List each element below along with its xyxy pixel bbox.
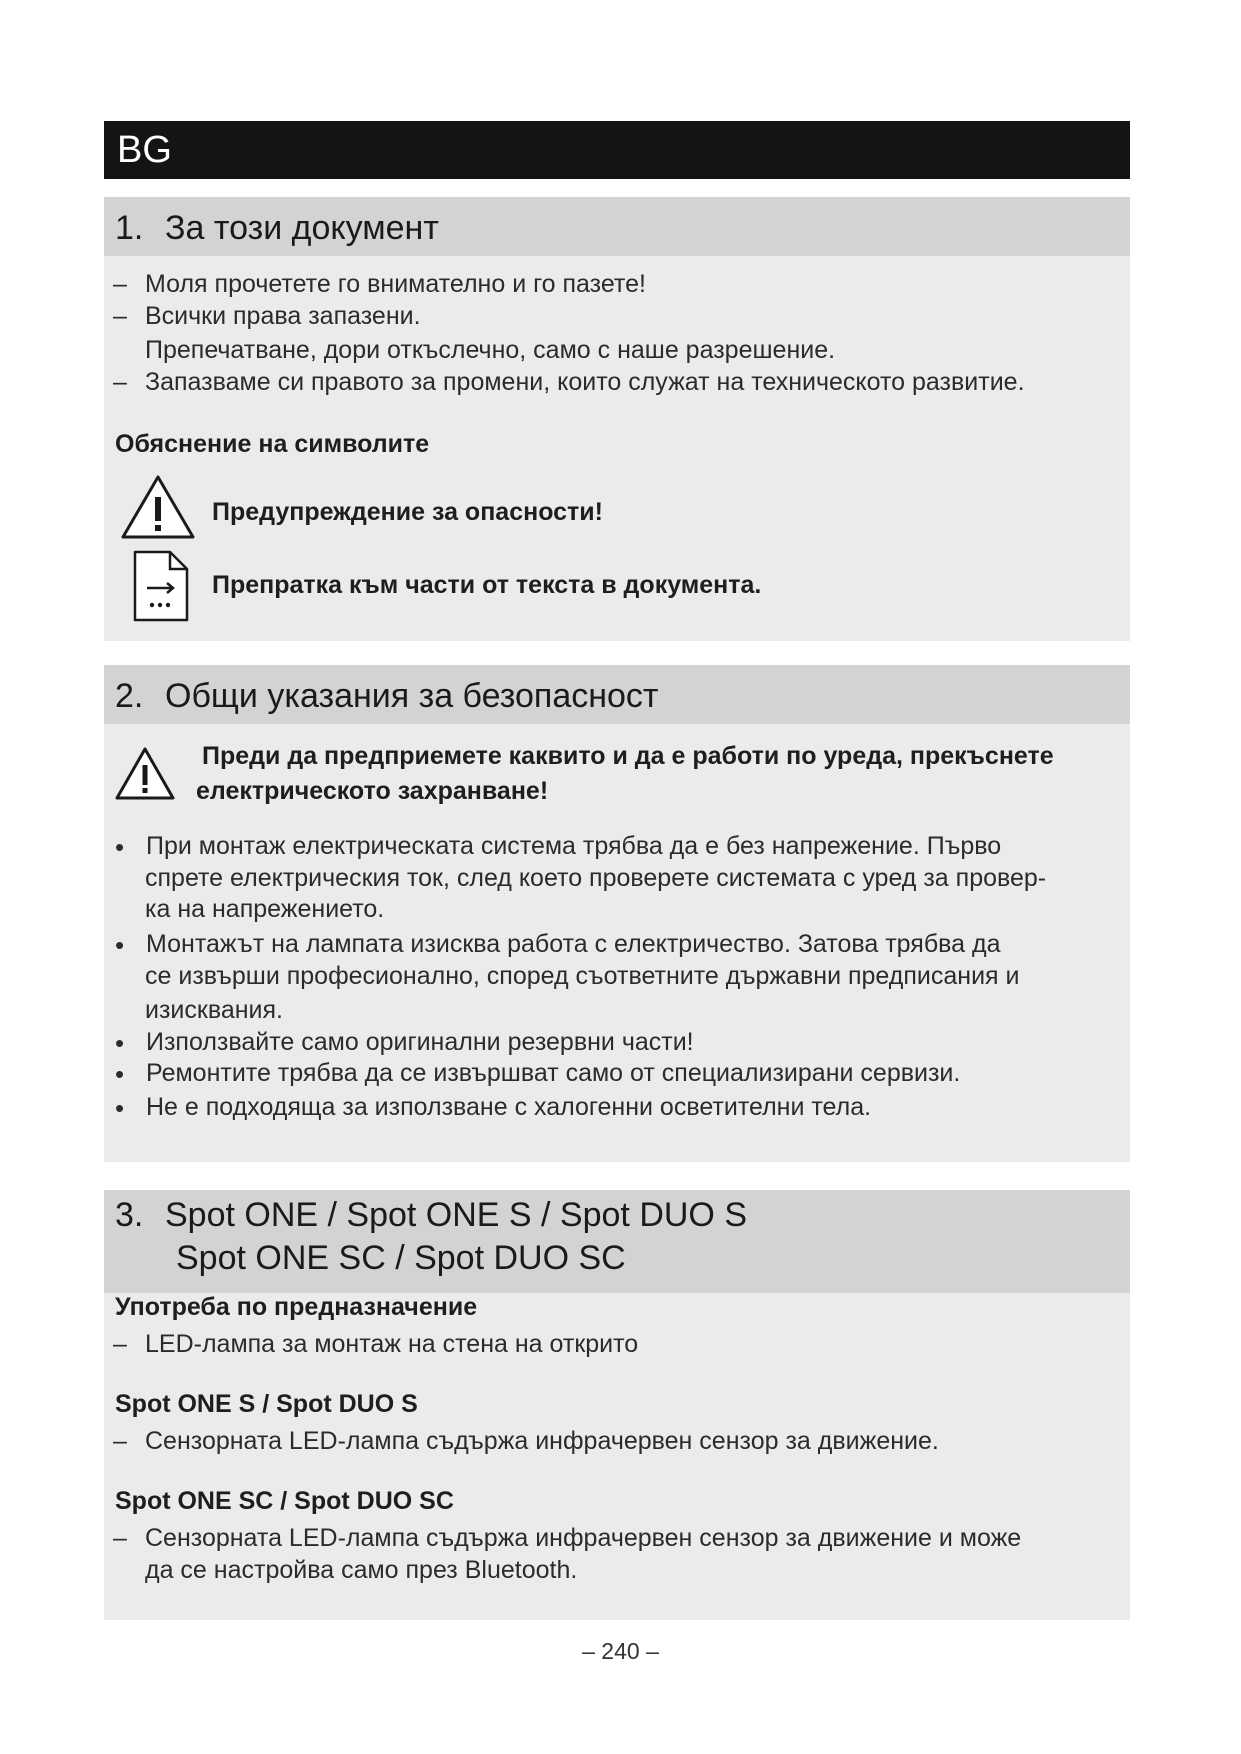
warning-triangle-icon (114, 746, 176, 802)
section-1-heading (104, 197, 1130, 256)
section-title-line: Spot ONE SC / Spot DUO SC (176, 1239, 626, 1277)
subsection-heading: Spot ONE SC / Spot DUO SC (115, 1487, 454, 1515)
section-models: 3. Spot ONE / Spot ONE S / Spot DUO S Spot ONE SC / Spot DUO SC Употреба по предназначение – LED-лампа за монтаж на стена на открито Spot ONE S / Spot DUO S – Сензорната LED-лампа съдържа инфрачервен сензор за движение. Spot ONE SC / Spot DUO SC – Сензорната LED-лампа съдържа инфрачервен сензор за движение и може да се настройва само през Bluetooth. (104, 1190, 1130, 1620)
subsection-heading: Употреба по предназначение (115, 1293, 478, 1321)
language-header: BG (104, 121, 1130, 179)
section-title: За този документ (165, 209, 439, 247)
section-2-heading (104, 665, 1130, 724)
subsection-heading: Spot ONE S / Spot DUO S (115, 1390, 418, 1418)
document-reference-icon (132, 549, 190, 623)
section-about-document: 1. За този документ – Моля прочетете го внимателно и го пазете! – Всички права запазени. Препечатване, дори откъслечно, само с наше разрешение. – Запазваме си правото за промени, които служат на техническото развитие. Обяснение на символите Предупреждение за опасности! Препратка към части от текста в документа. (104, 197, 1130, 641)
symbol-warning-text: Предупреждение за опасности! (212, 498, 603, 526)
section-title-line: Spot ONE / Spot ONE S / Spot DUO S (165, 1196, 748, 1234)
symbols-heading: Обяснение на символите (115, 430, 430, 458)
section-number: 1. (115, 209, 144, 247)
warning-triangle-icon (120, 473, 196, 541)
warning-text-line: електрическото захранване! (196, 777, 549, 805)
section-3-heading (104, 1190, 1130, 1293)
warning-text-line: Преди да предприемете каквито и да е работи по уреда, прекъснете (202, 742, 1054, 770)
page-number: – 240 – (582, 1638, 659, 1664)
section-safety: 2. Общи указания за безопасност Преди да предприемете каквито и да е работи по уреда, прекъснете електрическото захранване! • При монтаж електрическата система трябва да е без напрежение. Първо спрете електрическия ток, след което проверете системата с уред за провер- ка на напрежението. • Монтажът на лампата изисква работа с електричество. Затова трябва да се извърши професионално, според съответните държавни предписания и изисквания. • Използвайте само оригинални резервни части! • Ремонтите трябва да се извършват само от специализирани сервизи. • Не е подходяща за използване с халогенни осветителни тела. (104, 665, 1130, 1162)
symbol-reference-text: Препратка към части от текста в документа. (212, 571, 762, 599)
section-number: 2. (115, 677, 144, 715)
section-title: Общи указания за безопасност (165, 677, 659, 715)
list-item-continuation: Препечатване, дори откъслечно, само с наше разрешение. (145, 336, 836, 364)
section-number: 3. (115, 1196, 144, 1234)
